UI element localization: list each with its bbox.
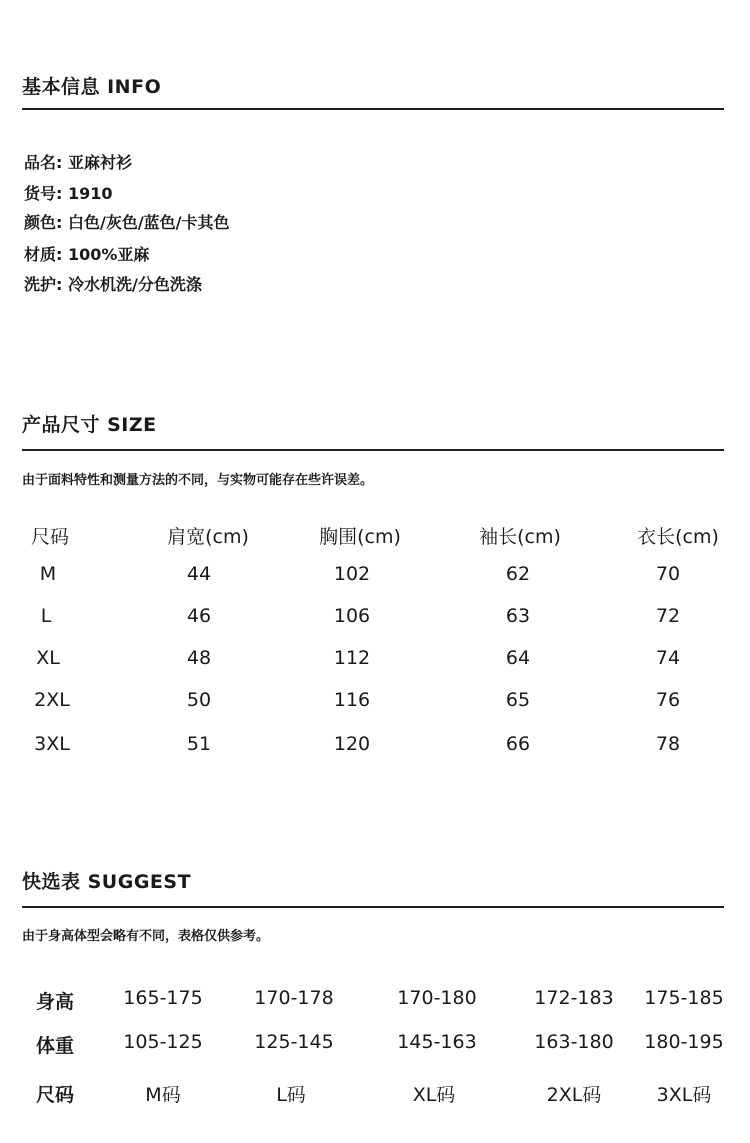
size-cell: 63 <box>505 605 531 627</box>
suggest-cell: 2XL码 <box>546 1084 602 1106</box>
size-note: 由于面料特性和测量方法的不同，与实物可能存在些许误差。 <box>22 473 374 488</box>
size-cell: 78 <box>655 733 681 755</box>
info-divider <box>22 108 724 110</box>
suggest-cell: L码 <box>276 1084 306 1106</box>
suggest-cell: 172-183 <box>534 987 614 1009</box>
size-divider <box>22 449 724 451</box>
suggest-cell: 165-175 <box>123 987 203 1009</box>
size-cell: 66 <box>505 733 531 755</box>
suggest-cell: 180-195 <box>644 1031 724 1053</box>
size-cell: 120 <box>333 733 371 755</box>
suggest-row-label: 体重 <box>35 1035 75 1057</box>
size-cell: 48 <box>186 647 212 669</box>
info-product-name: 品名: 亚麻衬衫 <box>24 153 132 172</box>
size-cell: 51 <box>186 733 212 755</box>
size-cell: 2XL <box>34 689 70 711</box>
suggest-cell: 170-178 <box>254 987 334 1009</box>
info-care: 洗护: 冷水机洗/分色洗涤 <box>24 275 202 294</box>
suggest-row-label: 身高 <box>35 991 75 1013</box>
info-material: 材质: 100%亚麻 <box>24 245 150 264</box>
suggest-row-label: 尺码 <box>35 1084 75 1106</box>
suggest-section-title: 快选表 SUGGEST <box>22 871 192 893</box>
suggest-cell: 163-180 <box>534 1031 614 1053</box>
suggest-cell: 105-125 <box>123 1031 203 1053</box>
size-cell: 106 <box>333 605 371 627</box>
size-header-size: 尺码 <box>30 526 70 548</box>
size-cell: 44 <box>186 563 212 585</box>
size-cell: L <box>40 605 52 627</box>
size-cell: 116 <box>333 689 371 711</box>
size-cell: 76 <box>655 689 681 711</box>
suggest-divider <box>22 906 724 908</box>
size-header-length: 衣长(cm) <box>637 526 719 548</box>
suggest-note: 由于身高体型会略有不同，表格仅供参考。 <box>22 929 270 944</box>
size-header-sleeve: 袖长(cm) <box>479 526 561 548</box>
size-cell: 50 <box>186 689 212 711</box>
info-section-title: 基本信息 INFO <box>22 76 162 98</box>
size-header-chest: 胸围(cm) <box>319 526 401 548</box>
size-cell: 72 <box>655 605 681 627</box>
size-section-title: 产品尺寸 SIZE <box>22 414 157 436</box>
suggest-cell: 175-185 <box>644 987 724 1009</box>
size-cell: 112 <box>333 647 371 669</box>
size-cell: 74 <box>655 647 681 669</box>
size-header-shoulder: 肩宽(cm) <box>167 526 249 548</box>
size-cell: XL <box>36 647 60 669</box>
suggest-cell: XL码 <box>412 1084 456 1106</box>
suggest-cell: 170-180 <box>397 987 477 1009</box>
size-cell: 65 <box>505 689 531 711</box>
suggest-cell: 145-163 <box>397 1031 477 1053</box>
size-cell: 46 <box>186 605 212 627</box>
info-colors: 颜色: 白色/灰色/蓝色/卡其色 <box>24 213 230 232</box>
size-cell: 70 <box>655 563 681 585</box>
size-cell: 64 <box>505 647 531 669</box>
suggest-cell: 3XL码 <box>656 1084 712 1106</box>
info-item-number: 货号: 1910 <box>24 184 113 203</box>
size-cell: 3XL <box>34 733 70 755</box>
suggest-cell: 125-145 <box>254 1031 334 1053</box>
size-cell: 102 <box>333 563 371 585</box>
size-cell: 62 <box>505 563 531 585</box>
suggest-cell: M码 <box>145 1084 181 1106</box>
size-cell: M <box>39 563 57 585</box>
